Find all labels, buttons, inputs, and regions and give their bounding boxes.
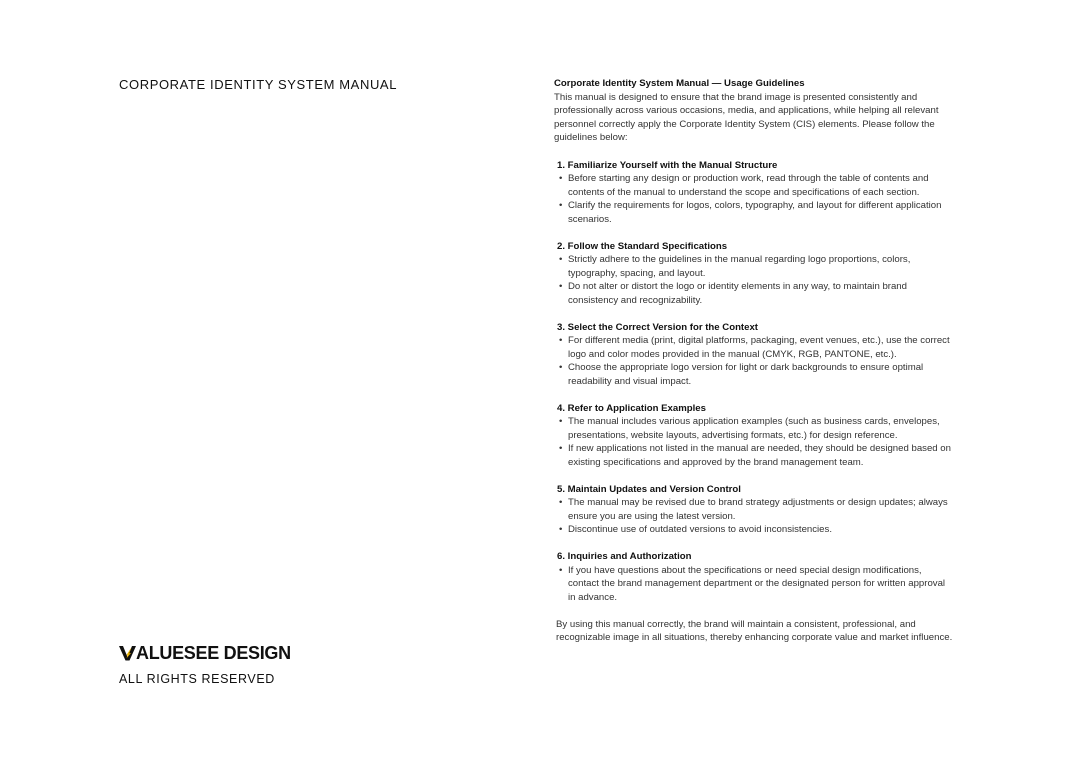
section-heading: 5. Maintain Updates and Version Control [557,483,741,495]
bullet-list [557,496,954,537]
bullet-item: • The manual includes various application examples (such as business cards, envelopes, presentations, website layouts, advertising formats, etc.) for design reference. [557,415,954,442]
bullet-item: • If new applications not listed in the manual are needed, they should be designed based on existing specifications and approved by the brand management team. [557,442,954,469]
bullet-list [557,172,954,226]
section-heading: 6. Inquiries and Authorization [557,551,692,562]
section-2 [554,240,954,308]
bullet-item: • Clarify the requirements for logos, colors, typography, and layout for different application scenarios. [557,199,954,226]
section-3 [554,321,954,389]
section-5 [554,483,954,537]
bullet-item: • If you have questions about the specifications or need special design modifications, contact the brand management department or the designated person for written approval in advance. [557,564,954,605]
guidelines-content [554,77,954,645]
manual-title: CORPORATE IDENTITY SYSTEM MANUAL [119,77,398,92]
bullet-item: • Choose the appropriate logo version for light or dark backgrounds to ensure optimal readability and visual impact. [557,361,954,388]
section-heading: 3. Select the Correct Version for the Context [557,321,758,333]
logo-wordmark: ALUESEE DESIGN [136,642,291,663]
intro-title: Corporate Identity System Manual — Usage Guidelines [554,78,805,89]
section-4 [554,402,954,470]
bullet-item: • Do not alter or distort the logo or identity elements in any way, to maintain brand consistency and recognizability. [557,280,954,307]
closing-paragraph: By using this manual correctly, the brand will maintain a consistent, professional, and recognizable image in all situations, thereby enhancing corporate value and market influence. [556,618,953,643]
section-heading: 1. Familiarize Yourself with the Manual Structure [557,159,778,171]
bullet-item: • Strictly adhere to the guidelines in the manual regarding logo proportions, colors, typography, spacing, and layout. [557,253,954,280]
section-6 [554,550,954,604]
bullet-item: • For different media (print, digital platforms, packaging, event venues, etc.), use the correct logo and color modes provided in the manual (CMYK, RGB, PANTONE, etc.). [557,334,954,361]
section-1 [554,159,954,227]
brand-logo [119,642,291,664]
bullet-list [557,253,954,307]
brand-block [119,642,291,686]
bullet-list [557,564,954,605]
bullet-list [557,334,954,388]
bullet-item: • The manual may be revised due to brand strategy adjustments or design updates; always ensure you are using the latest version. [557,496,954,523]
bullet-list [557,415,954,469]
bullet-item: • Discontinue use of outdated versions to avoid inconsistencies. [557,523,954,537]
bullet-item: • Before starting any design or production work, read through the table of contents and contents of the manual to understand the scope and specifications of each section. [557,172,954,199]
logo-v-mark-icon [119,645,136,661]
section-heading: 4. Refer to Application Examples [557,402,706,414]
intro-paragraph: This manual is designed to ensure that the brand image is presented consistently and professionally across various occasions, media, and applications, while helping all relevant personnel correctly apply the Corporate Identity System (CIS) elements. Please follow the guidelines below: [554,91,939,143]
section-heading: 2. Follow the Standard Specifications [557,240,728,252]
rights-reserved: ALL RIGHTS RESERVED [119,672,275,686]
